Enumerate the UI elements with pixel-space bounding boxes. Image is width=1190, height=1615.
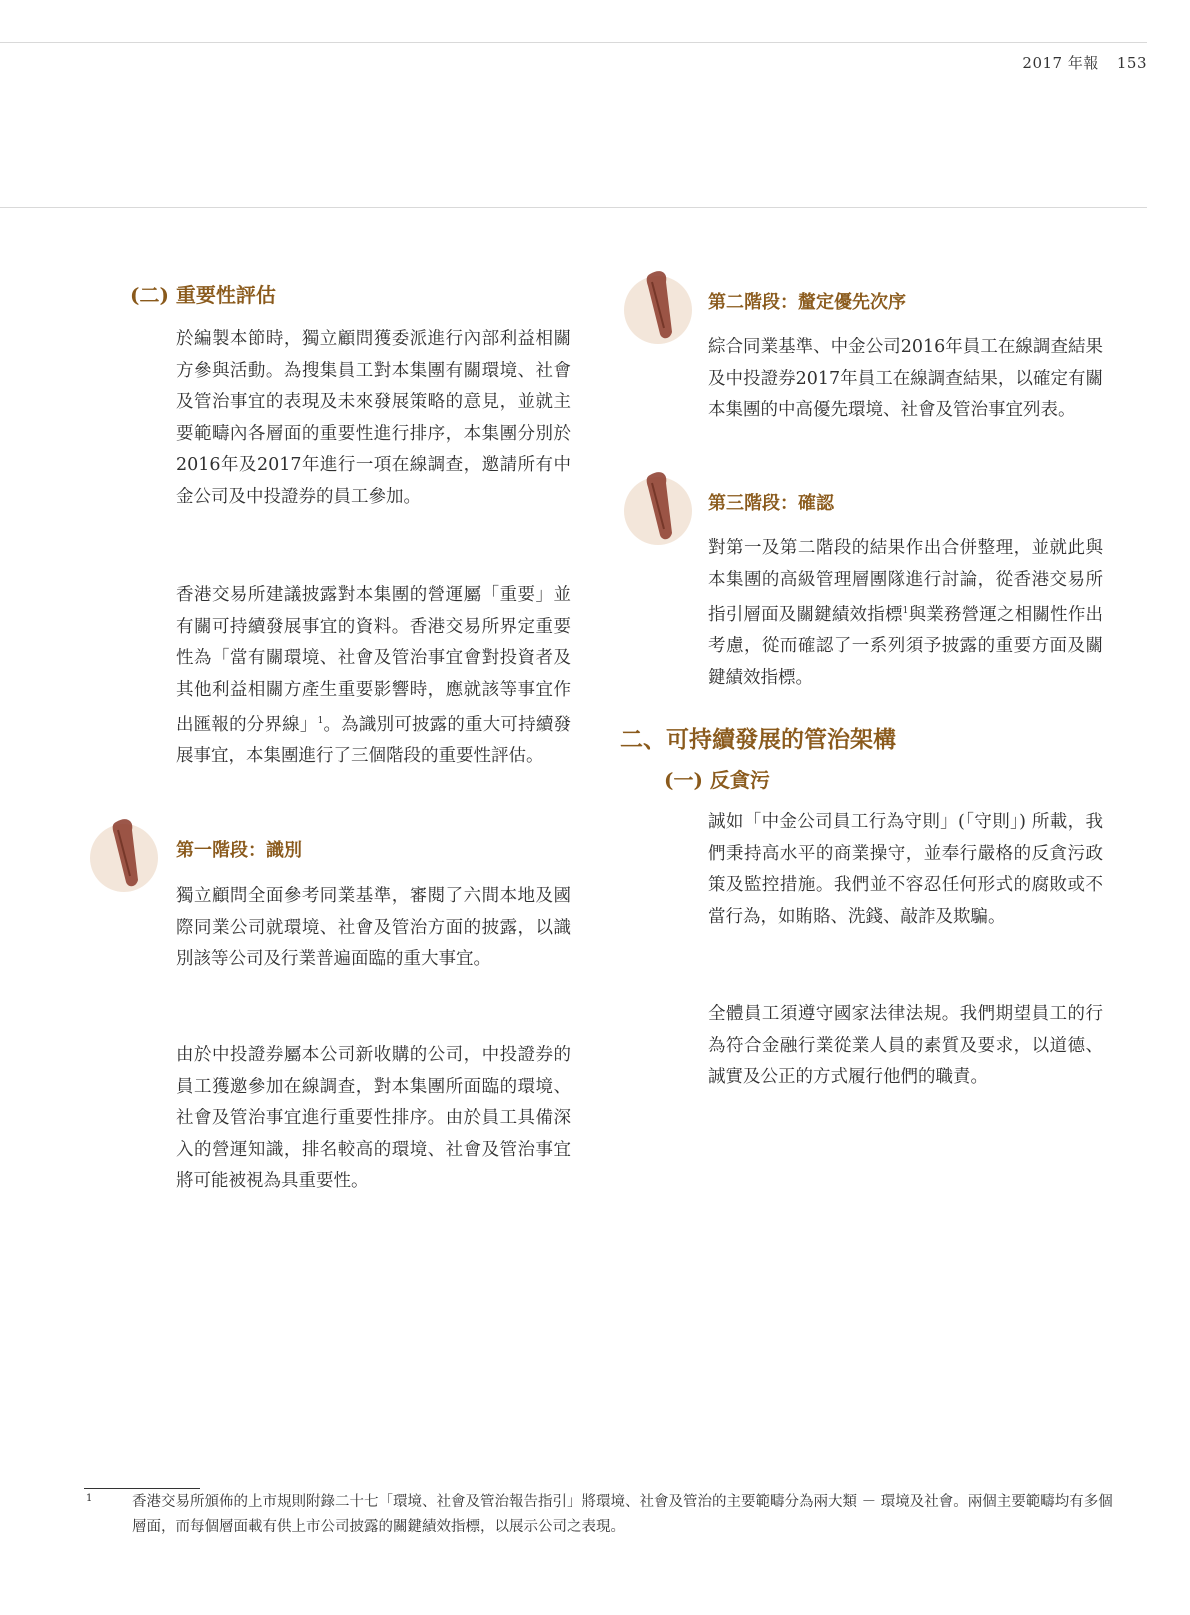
brush-stroke-icon	[620, 463, 696, 547]
subsection-title-anti-corruption: (一) 反貪污	[664, 768, 770, 792]
paragraph-materiality-intro: 於編製本節時，獨立顧問獲委派進行內部利益相關方參與活動。為搜集員工對本集團有關環境、社會及管治事宜的表現及未來發展策略的意見，並就主要範疇內各層面的重要性進行排序，本集團分別於2016年及2017年進行一項在線調查，邀請所有中金公司及中投證券的員工參加。	[176, 329, 571, 507]
footnote-ref: 1	[317, 716, 324, 726]
footnote-marker: 1	[86, 1493, 93, 1504]
section-rule	[0, 207, 1147, 208]
footnote-ref: 1	[902, 606, 909, 616]
paragraph-stage1: 獨立顧問全面參考同業基準，審閱了六間本地及國際同業公司就環境、社會及管治方面的披露，以識別該等公司及行業普遍面臨的重大事宜。	[176, 886, 571, 969]
footnote-rule	[84, 1488, 200, 1489]
section-title-governance: 二、可持續發展的管治架構	[620, 726, 896, 753]
brush-stroke-icon	[86, 810, 162, 894]
brush-stroke-icon	[620, 262, 696, 346]
footnote-text: 香港交易所頒佈的上市規則附錄二十七「環境、社會及管治報告指引」將環境、社會及管治的主要範疇分為兩大類 － 環境及社會。兩個主要範疇均有多個層面，而每個層面載有供上市公司披露的關鍵績效指標，以展示公司之表現。	[132, 1494, 1113, 1535]
paragraph-hkex-definition: 香港交易所建議披露對本集團的營運屬「重要」並有關可持續發展事宜的資料。香港交易所界定重要性為「當有關環境、社會及管治事宜會對投資者及其他利益相關方產生重要影響時，應就該等事宜作出匯報的分界線」$^1$。為識別可披露的重大可持續發展事宜，本集團進行了三個階段的重要性評估。	[176, 585, 572, 767]
stage2-title: 第二階段：釐定優先次序	[708, 292, 906, 313]
year-label: 2017 年報	[1022, 54, 1099, 72]
paragraph-stage1-csc: 由於中投證券屬本公司新收購的公司，中投證券的員工獲邀參加在線調查，對本集團所面臨的環境、社會及管治事宜進行重要性排序。由於員工具備深入的營運知識，排名較高的環境、社會及管治事宜將可能被視為具重要性。	[176, 1045, 571, 1191]
paragraph-stage3: 對第一及第二階段的結果作出合併整理，並就此與本集團的高級管理層團隊進行討論，從香港交易所指引層面及關鍵績效指標$^1$與業務營運之相關性作出考慮，從而確認了一系列須予披露的重要方面及關鍵績效指標。	[708, 538, 1104, 688]
section-title-materiality: (二) 重要性評估	[130, 283, 276, 307]
paragraph-compliance: 全體員工須遵守國家法律法規。我們期望員工的行為符合金融行業從業人員的素質及要求，以道德、誠實及公正的方式履行他們的職責。	[708, 1004, 1103, 1087]
stage1-title: 第一階段：識別	[176, 840, 302, 861]
paragraph-anti-corruption: 誠如「中金公司員工行為守則」(「守則」) 所載，我們秉持高水平的商業操守，並奉行嚴格的反貪污政策及監控措施。我們並不容忍任何形式的腐敗或不當行為，如賄賂、洗錢、敲詐及欺騙。	[708, 812, 1103, 927]
top-rule	[0, 42, 1147, 43]
paragraph-stage2: 綜合同業基準、中金公司2016年員工在線調查結果及中投證券2017年員工在線調查結果，以確定有關本集團的中高優先環境、社會及管治事宜列表。	[708, 337, 1103, 420]
stage3-title: 第三階段：確認	[708, 493, 834, 514]
page-number: 153	[1116, 54, 1147, 72]
page-header	[1022, 52, 1147, 73]
